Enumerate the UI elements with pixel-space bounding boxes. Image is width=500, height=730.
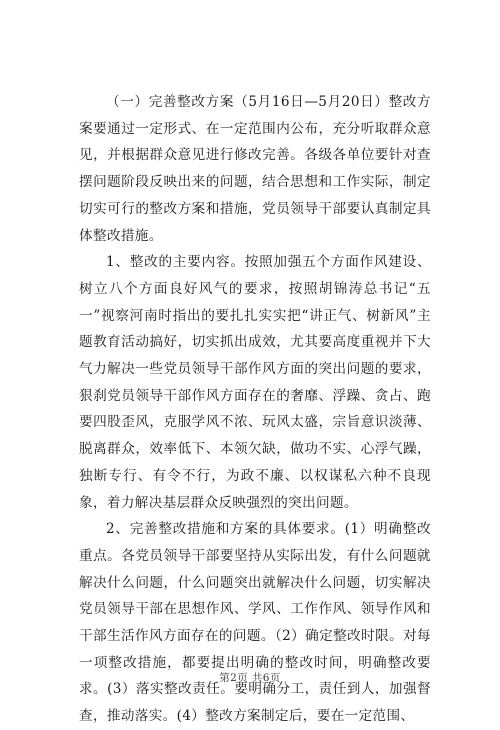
- page-footer: 第2页 共6页: [219, 672, 281, 684]
- paragraph-main-content: 1、整改的主要内容。按照加强五个方面作风建设、树立八个方面良好风气的要求，按照胡锦涛总书记“五一”视察河南时指出的要扎扎实实把“讲正气、树新风”主题教育活动搞好，切实抓出成效，尤其要高度重视并下大气力解决一些党员领导干部作风方面的突出问题的要求，狠刹党员领导干部作风方面存在的奢靡、浮躁、贪占、跑要四股歪风，克服学风不浓、玩风太盛，宗旨意识淡薄、脱离群众，效率低下、本领欠缺，做功不实、心浮气躁，独断专行、有令不行，为政不廉、以权谋私六种不良现象，着力解决基层群众反映强烈的突出问题。: [79, 254, 431, 511]
- document-body: [79, 89, 431, 730]
- paragraph-rectification-plan: （一）完善整改方案（5月16日—5月20日）整改方案要通过一定形式、在一定范围内公布，充分听取群众意见，并根据群众意见进行修改完善。各级各单位要针对查摆问题阶段反映出来的问题，结合思想和工作实际，制定切实可行的整改方案和措施，党员领导干部要认真制定具体整改措施。: [79, 94, 431, 244]
- paragraph-specific-requirements: 2、完善整改措施和方案的具体要求。(1）明确整改重点。各党员领导干部要坚持从实际出发，有什么问题就解决什么问题，什么问题突出就解决什么问题，切实解决党员领导干部在思想作风、学风、工作作风、领导作风和干部生活作风方面存在的问题。（2）确定整改时限。对每一项整改措施，都要提出明确的整改时间，明确整改要求。(3）落实整改责任。要明确分工，责任到人，加强督查，推动落实。(4）整改方案制定后，要在一定范围、: [79, 521, 431, 725]
